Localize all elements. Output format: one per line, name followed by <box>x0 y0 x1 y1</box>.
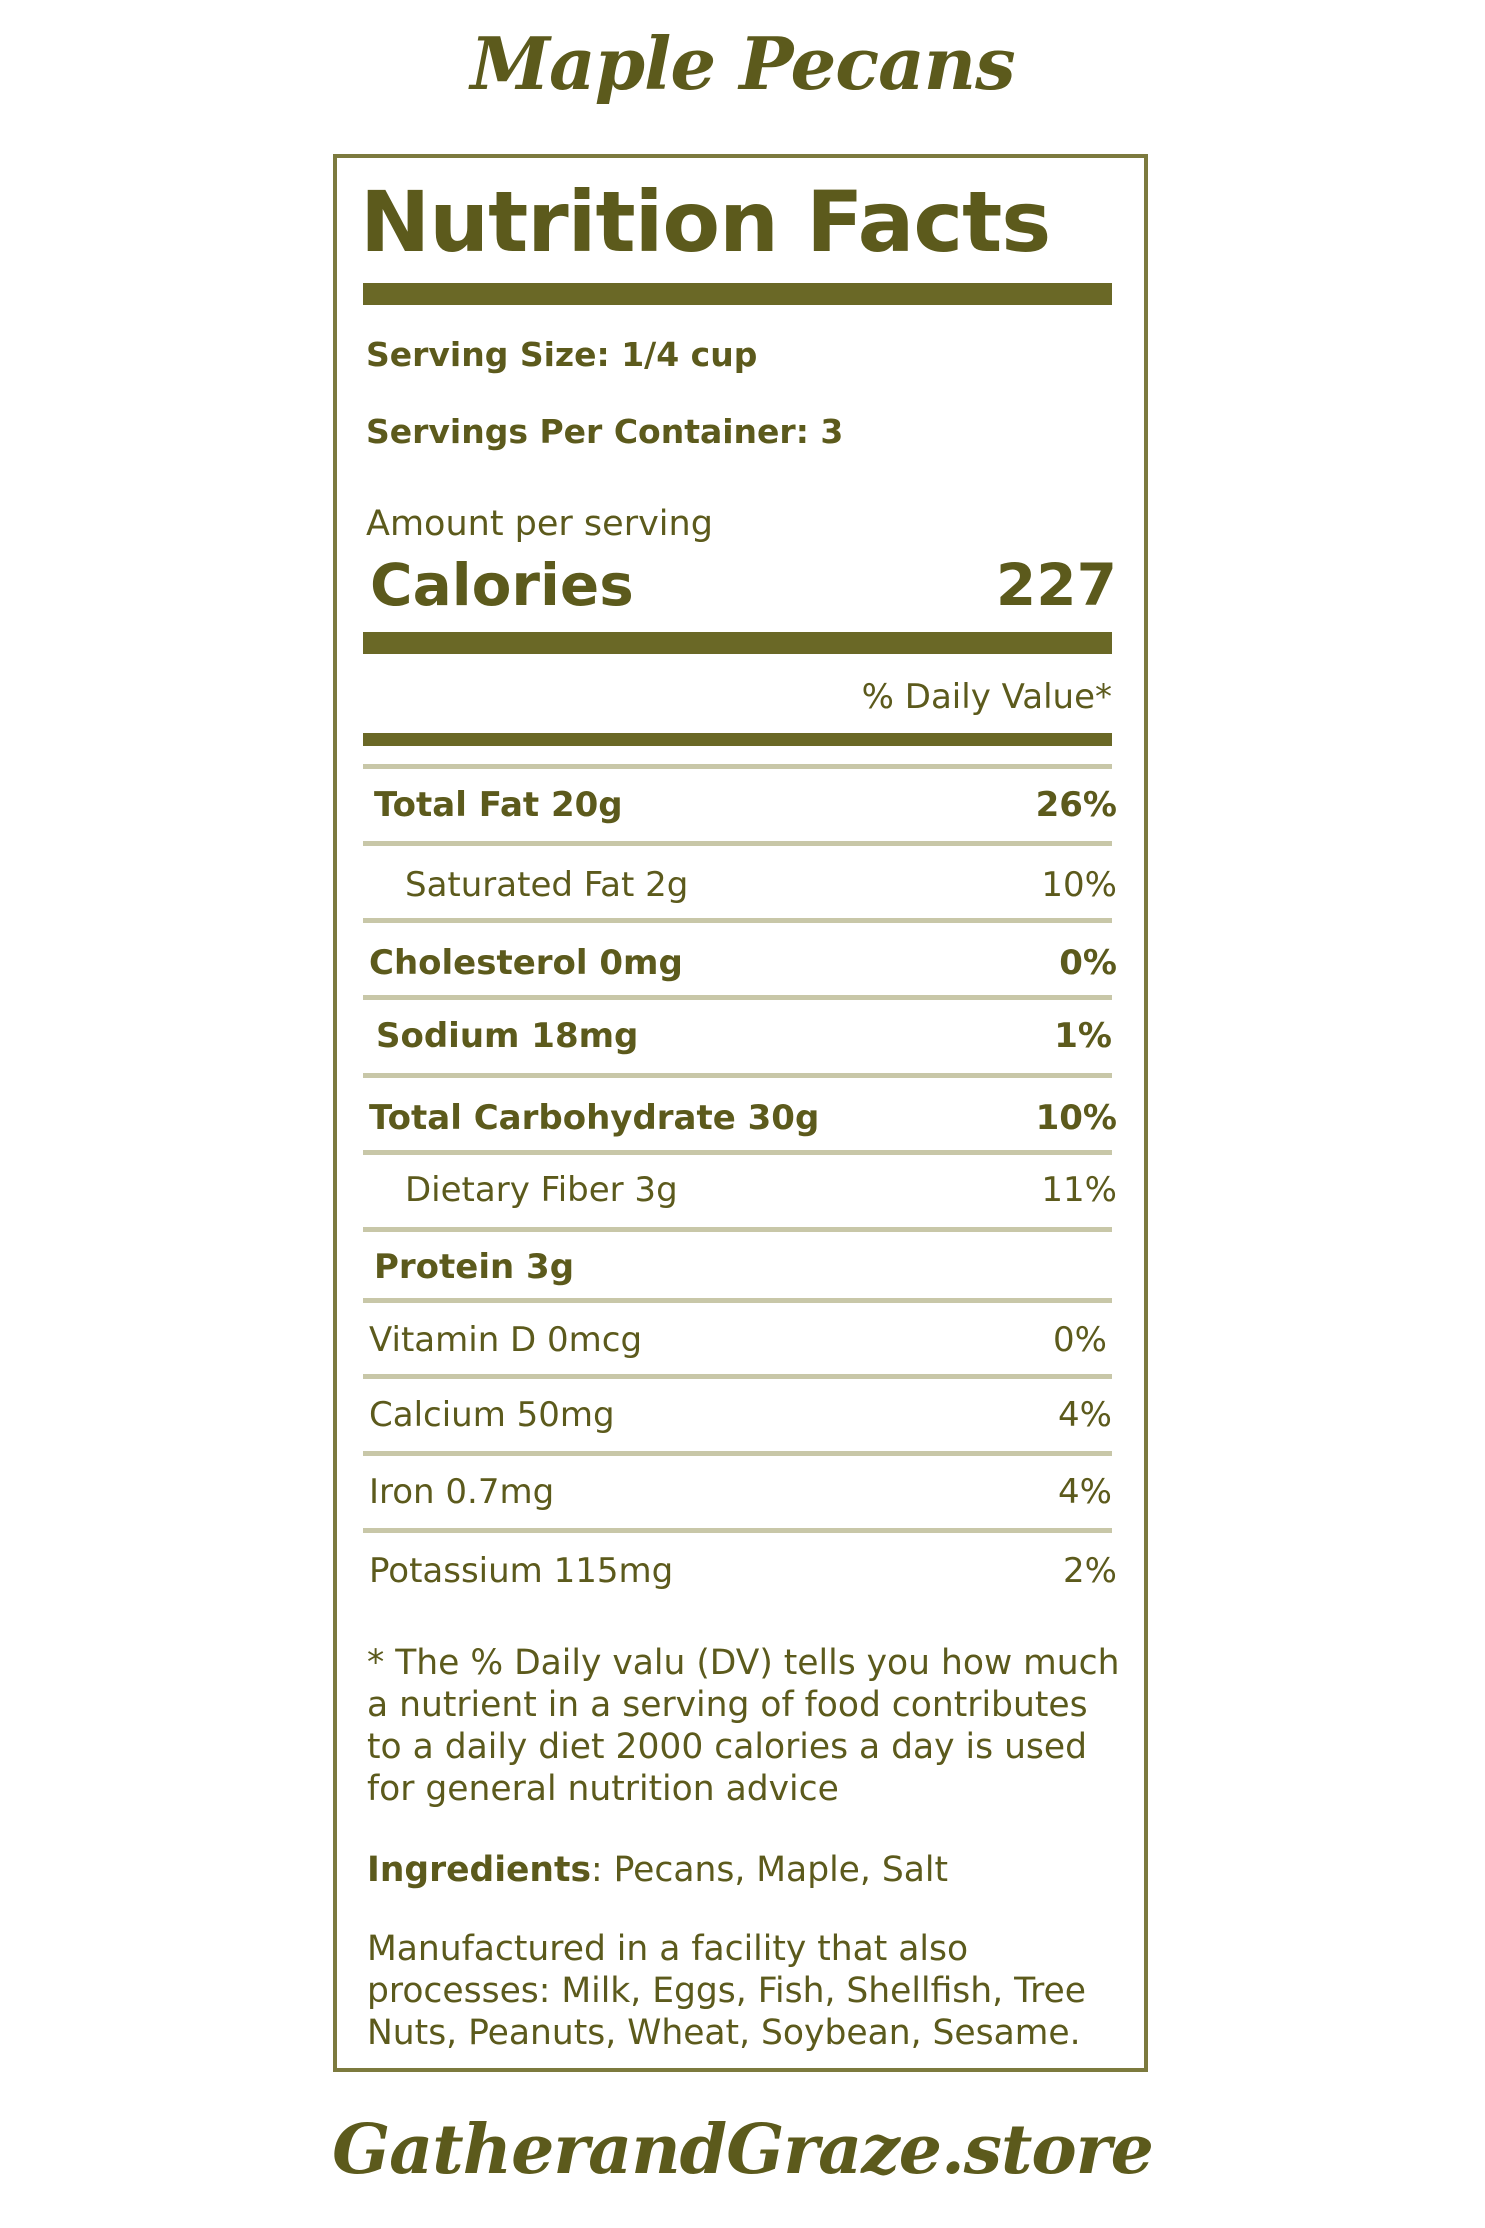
nutrient-name-protein: Protein 3g <box>374 1247 575 1287</box>
ingredients-line <box>367 1848 1127 1892</box>
thick-divider-top <box>363 283 1112 305</box>
nutrient-dv-cholesterol: 0% <box>1059 943 1117 983</box>
ingredients-value: : Pecans, Maple, Salt <box>591 1850 948 1890</box>
nutrient-dv-sodium: 1% <box>1054 1016 1112 1056</box>
website-url: GatherandGraze.store <box>332 2110 1153 2190</box>
rule-line <box>363 841 1112 846</box>
nutrient-name-cholesterol: Cholesterol 0mg <box>369 943 683 983</box>
nutrition-facts-title: Nutrition Facts <box>360 173 1051 271</box>
nutrient-dv-total-fat: 26% <box>1035 785 1117 825</box>
nutrient-name-total-carbohydrate: Total Carbohydrate 30g <box>369 1098 820 1138</box>
nutrient-name-vitamin-d: Vitamin D 0mcg <box>369 1320 643 1360</box>
nutrient-name-potassium: Potassium 115mg <box>369 1551 674 1591</box>
nutrient-dv-calcium: 4% <box>1058 1395 1112 1435</box>
nutrient-name-sodium: Sodium 18mg <box>376 1016 639 1056</box>
nutrient-name-iron: Iron 0.7mg <box>369 1472 555 1512</box>
amount-per-serving: Amount per serving <box>366 504 713 544</box>
nutrient-name-dietary-fiber: Dietary Fiber 3g <box>405 1170 678 1210</box>
rule-line <box>363 1073 1112 1078</box>
nutrient-dv-saturated-fat: 10% <box>1041 865 1117 905</box>
rule-line <box>363 1298 1112 1303</box>
nutrient-dv-potassium: 2% <box>1063 1551 1117 1591</box>
rule-line <box>363 1374 1112 1379</box>
nutrient-dv-dietary-fiber: 11% <box>1041 1170 1117 1210</box>
ingredients-label: Ingredients <box>367 1850 592 1890</box>
nutrient-dv-total-carbohydrate: 10% <box>1035 1098 1117 1138</box>
daily-value-header: % Daily Value* <box>861 677 1112 717</box>
nutrient-dv-vitamin-d: 0% <box>1053 1320 1107 1360</box>
nutrient-name-total-fat: Total Fat 20g <box>374 785 623 825</box>
allergen-facility-note: Manufactured in a facility that also processes: Milk, Eggs, Fish, Shellfish, Tree Nuts, Peanuts, Wheat, Soybean, Sesame. <box>367 1929 1086 2053</box>
rule-line <box>363 995 1112 1000</box>
thick-divider-calories <box>363 632 1112 654</box>
rule-line <box>363 764 1112 769</box>
rule-line <box>363 1528 1112 1533</box>
nutrient-name-calcium: Calcium 50mg <box>369 1395 615 1435</box>
calories-label: Calories <box>370 551 634 619</box>
daily-value-footnote: * The % Daily valu (DV) tells you how much a nutrient in a serving of food contributes to a daily diet 2000 calories a day is used for general nutrition advice <box>367 1643 1120 1809</box>
nutrient-name-saturated-fat: Saturated Fat 2g <box>405 865 689 905</box>
product-title: Maple Pecans <box>470 21 1015 106</box>
rule-line <box>363 918 1112 923</box>
servings-per-container: Servings Per Container: 3 <box>366 412 844 451</box>
medium-divider <box>363 733 1112 746</box>
serving-size: Serving Size: 1/4 cup <box>366 335 758 374</box>
rule-line <box>363 1150 1112 1155</box>
nutrient-dv-iron: 4% <box>1058 1472 1112 1512</box>
rule-line <box>363 1451 1112 1456</box>
rule-line <box>363 1227 1112 1232</box>
calories-value: 227 <box>995 551 1117 619</box>
